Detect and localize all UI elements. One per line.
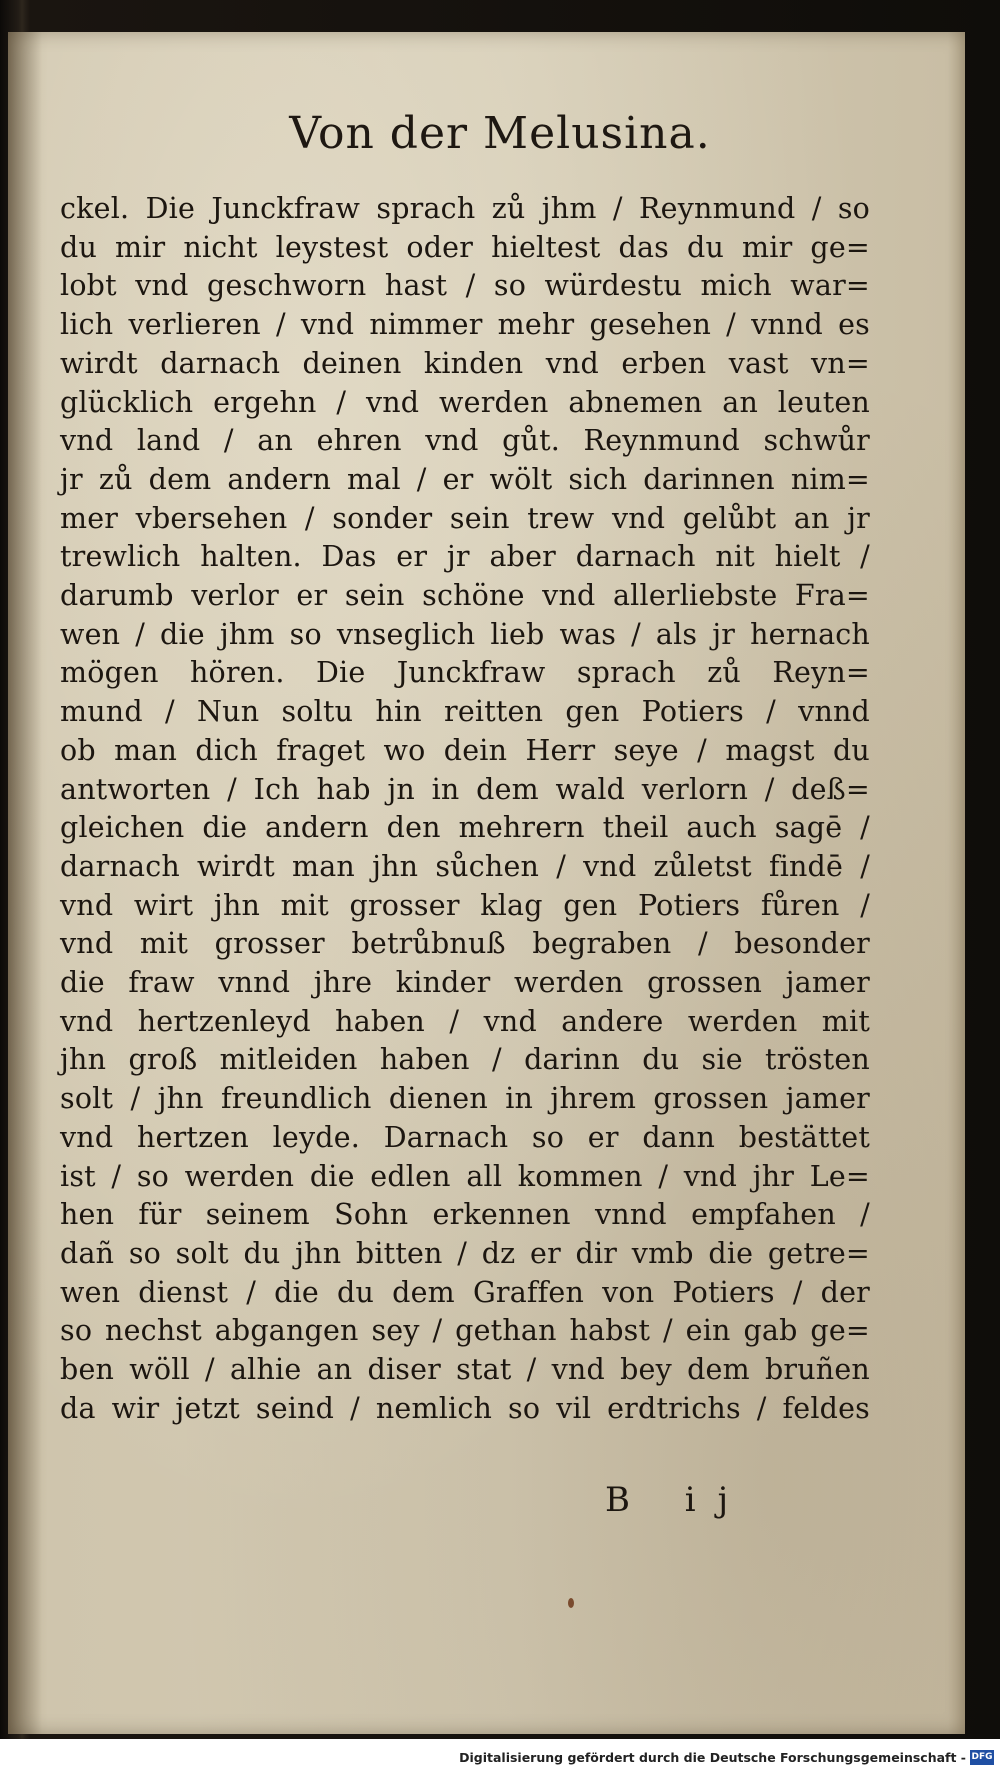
text-line: antworten / Ich hab jn in dem wald verlorn / deß= (60, 772, 870, 806)
text-line: vnd hertzen leyde. Darnach so er dann bestättet (60, 1120, 870, 1154)
text-line: ob man dich fraget wo dein Herr seye / magst du (60, 733, 870, 767)
text-line: lobt vnd geschworn hast / so würdestu mich war= (60, 269, 870, 303)
dfg-logo: DFG (970, 1750, 994, 1765)
text-line: ben wöll / alhie an diser stat / vnd bey dem bruñen (60, 1353, 870, 1387)
text-line: wen / die jhm so vnseglich lieb was / als jr hernach (60, 617, 870, 651)
text-line: mögen hören. Die Junckfraw sprach zů Reyn= (60, 656, 870, 690)
running-head: Von der Melusina. (289, 108, 711, 159)
text-line: wen dienst / die du dem Graffen von Potiers / der (60, 1275, 870, 1309)
text-line: ist / so werden die edlen all kommen / vnd jhr Le= (60, 1159, 870, 1193)
text-line: trewlich halten. Das er jr aber darnach nit hielt / (60, 540, 870, 574)
text-line: die fraw vnnd jhre kinder werden grossen jamer (60, 966, 870, 1000)
text-line: lich verlieren / vnd nimmer mehr gesehen / vnnd es (60, 308, 870, 342)
text-line: da wir jetzt seind / nemlich so vil erdtrichs / feldes (60, 1391, 870, 1425)
text-line: du mir nicht leystest oder hieltest das du mir ge= (60, 230, 870, 264)
text-line: hen für seinem Sohn erkennen vnnd empfahen / (60, 1198, 870, 1232)
body-text (60, 190, 870, 1429)
text-line: vnd hertzenleyd haben / vnd andere werden mit (60, 1004, 870, 1038)
text-line: darumb verlor er sein schöne vnd allerliebste Fra= (60, 579, 870, 613)
funding-credit: Digitalisierung gefördert durch die Deutsche Forschungsgemeinschaft - (459, 1750, 966, 1765)
text-line: mund / Nun soltu hin reitten gen Potiers / vnnd (60, 695, 870, 729)
signature-mark: B ij (605, 1480, 751, 1520)
text-line: ckel. Die Junckfraw sprach zů jhm / Reynmund / so (60, 192, 870, 225)
text-line: glücklich ergehn / vnd werden abnemen an leuten (60, 385, 870, 419)
text-line: wirdt darnach deinen kinden vnd erben vast vn= (60, 346, 870, 380)
footer-bar (0, 1739, 1000, 1773)
text-line: gleichen die andern den mehrern theil auch sagē / (60, 811, 870, 845)
text-line: jr zů dem andern mal / er wölt sich darinnen nim= (60, 462, 870, 496)
spine-shadow (8, 32, 42, 1734)
ink-speck (568, 1598, 574, 1608)
text-line: jhn groß mitleiden haben / darinn du sie trösten (60, 1043, 870, 1077)
text-line: dañ so solt du jhn bitten / dz er dir vmb die getre= (60, 1236, 870, 1270)
text-line: vnd wirt jhn mit grosser klag gen Potiers fůren / (60, 888, 870, 922)
text-line: darnach wirdt man jhn sůchen / vnd zůletst findē / (60, 849, 870, 883)
text-line: so nechst abgangen sey / gethan habst / ein gab ge= (60, 1314, 870, 1348)
text-line: vnd land / an ehren vnd gůt. Reynmund schwůr (60, 424, 870, 458)
text-line: mer vbersehen / sonder sein trew vnd gelůbt an jr (60, 501, 870, 535)
text-line: vnd mit grosser betrůbnuß begraben / besonder (60, 927, 870, 961)
text-line: solt / jhn freundlich dienen in jhrem grossen jamer (60, 1082, 870, 1116)
